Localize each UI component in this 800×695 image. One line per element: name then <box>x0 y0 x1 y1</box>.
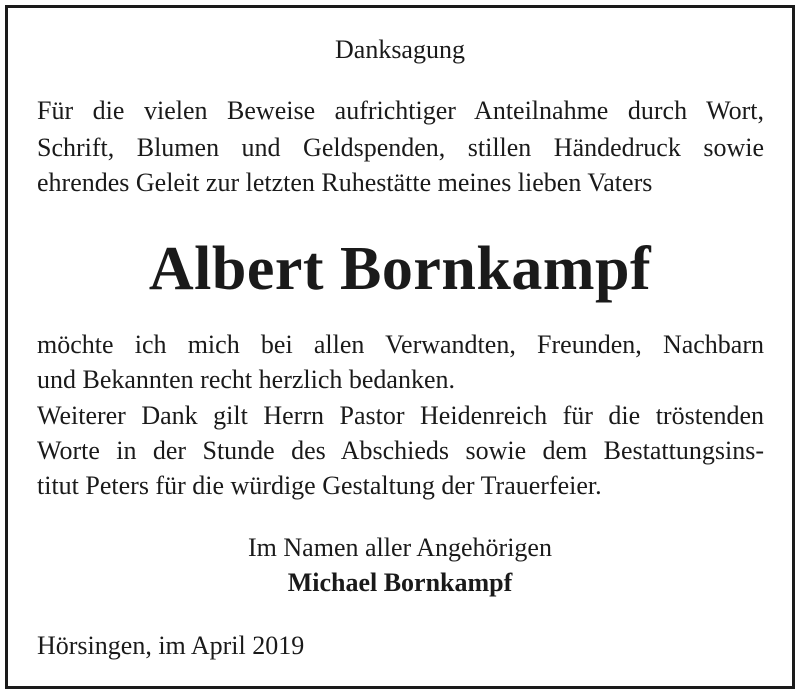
thanks-line-2: und Bekannten recht herzlich bedanken. <box>37 365 455 394</box>
thanks-line-4: Worte in der Stunde des Abschieds sowie dem Bestattungsins- <box>37 436 764 465</box>
intro-line-2: Schrift, Blumen und Geldspenden, stillen Händedruck sowie <box>37 133 764 162</box>
deceased-name: Albert Bornkampf <box>148 235 652 303</box>
obituary-thanks-notice <box>5 5 795 689</box>
intro-line-3: ehrendes Geleit zur letzten Ruhestätte meines lieben Vaters <box>37 168 653 197</box>
intro-line-1: Für die vielen Beweise aufrichtiger Anteilnahme durch Wort, <box>37 96 764 125</box>
signoff-text: Im Namen aller Angehörigen <box>248 533 552 562</box>
notice-heading: Danksagung <box>335 35 465 64</box>
thanks-line-1: möchte ich mich bei allen Verwandten, Freunden, Nachbarn <box>37 330 764 359</box>
thanks-line-3: Weiterer Dank gilt Herrn Pastor Heidenreich für die tröstenden <box>37 401 764 430</box>
place-date: Hörsingen, im April 2019 <box>37 631 305 660</box>
signer-name: Michael Bornkampf <box>287 568 513 597</box>
thanks-line-5: titut Peters für die würdige Gestaltung der Trauerfeier. <box>37 471 602 500</box>
